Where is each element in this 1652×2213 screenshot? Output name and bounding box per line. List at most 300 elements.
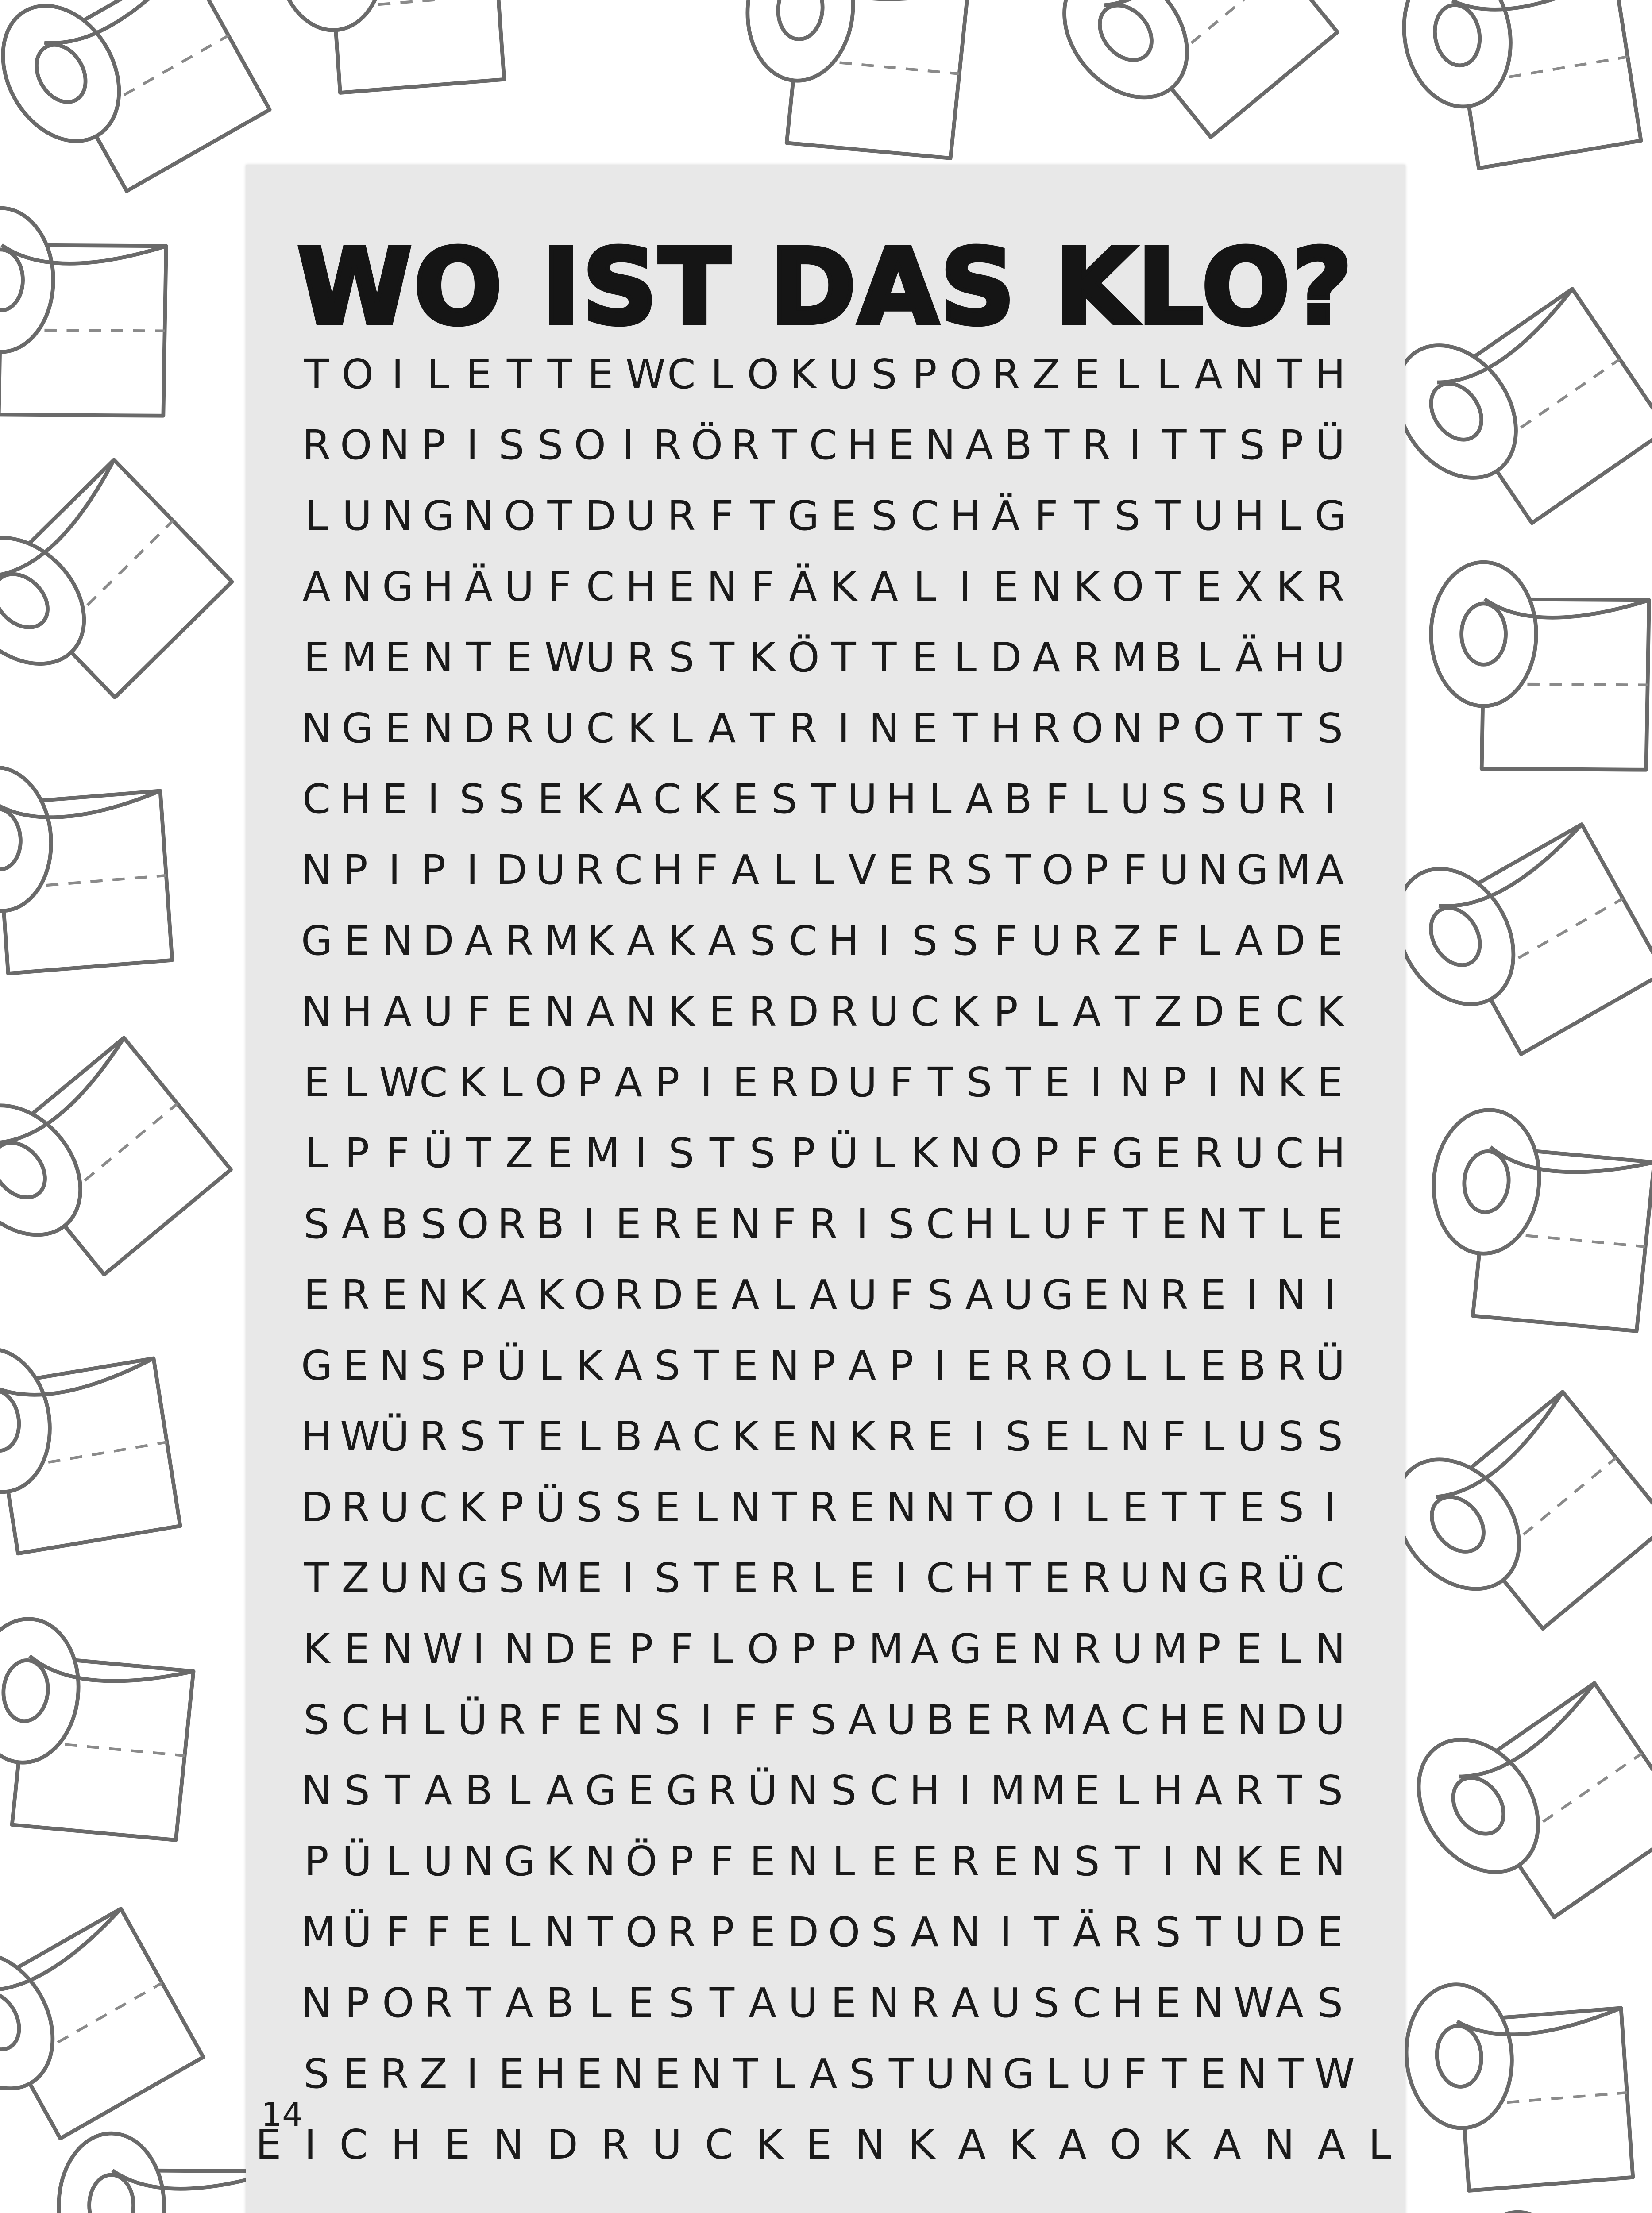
grid-letter: Ö <box>691 421 723 469</box>
grid-letter: I <box>388 846 401 894</box>
grid-row <box>274 906 1372 976</box>
grid-letter: S <box>498 421 525 469</box>
grid-letter: T <box>694 1554 719 1602</box>
grid-letter: T <box>1115 988 1140 1035</box>
grid-letter: N <box>382 1625 413 1673</box>
grid-letter: O <box>747 351 779 398</box>
grid-letter: I <box>1090 1059 1102 1106</box>
grid-letter: E <box>1074 351 1100 398</box>
grid-letter: Ü <box>342 1838 372 1885</box>
grid-letter: N <box>1264 2121 1295 2168</box>
grid-letter: R <box>575 846 604 894</box>
grid-row <box>274 1330 1372 1401</box>
grid-letter: U <box>1315 634 1345 681</box>
grid-letter: T <box>872 634 897 681</box>
grid-letter: R <box>505 917 533 964</box>
grid-letter: E <box>344 917 370 964</box>
grid-letter: G <box>787 492 819 540</box>
grid-letter: D <box>463 705 495 752</box>
grid-letter: Z <box>505 1130 533 1177</box>
grid-letter: E <box>498 2050 525 2097</box>
grid-letter: W <box>1314 2050 1355 2097</box>
grid-letter: N <box>301 846 332 894</box>
grid-letter: N <box>868 1979 899 2027</box>
grid-letter: Ü <box>1276 1554 1306 1602</box>
grid-letter: A <box>1275 1979 1304 2027</box>
grid-letter: K <box>830 563 857 610</box>
grid-letter: A <box>749 1979 776 2027</box>
grid-letter: C <box>910 988 939 1035</box>
grid-letter: I <box>583 1200 595 1248</box>
toilet-paper-roll-icon <box>0 734 214 1014</box>
grid-letter: C <box>692 1413 721 1460</box>
grid-letter: N <box>1031 1625 1062 1673</box>
grid-letter: R <box>951 1838 980 1885</box>
grid-letter: E <box>830 492 857 540</box>
grid-letter: L <box>773 846 796 894</box>
grid-letter: F <box>467 988 490 1035</box>
toilet-paper-roll-icon <box>0 1019 250 1315</box>
grid-letter: Ü <box>496 1342 526 1389</box>
grid-letter: T <box>1034 1908 1059 1956</box>
grid-letter: R <box>302 421 331 469</box>
grid-letter: E <box>1074 1767 1100 1814</box>
grid-letter: N <box>418 1271 449 1319</box>
grid-letter: S <box>1317 1413 1343 1460</box>
grid-letter: G <box>950 1625 981 1673</box>
grid-letter: G <box>422 492 455 540</box>
grid-letter: T <box>1277 1767 1302 1814</box>
grid-letter: E <box>871 1838 897 1885</box>
grid-letter: E <box>693 1200 719 1248</box>
grid-letter: N <box>1193 1979 1224 2027</box>
grid-letter: E <box>255 2121 282 2168</box>
grid-letter: R <box>1277 1342 1305 1389</box>
grid-letter: E <box>587 1625 614 1673</box>
grid-letter: U <box>869 988 899 1035</box>
grid-letter: N <box>886 1484 917 1531</box>
grid-letter: N <box>493 2121 524 2168</box>
grid-letter: W <box>1233 1979 1274 2027</box>
grid-letter: I <box>1129 421 1141 469</box>
grid-letter: E <box>668 563 695 610</box>
grid-letter: I <box>391 351 404 398</box>
grid-letter: A <box>424 1767 452 1814</box>
grid-letter: E <box>1155 1979 1181 2027</box>
grid-letter: A <box>505 1979 533 2027</box>
grid-letter: O <box>950 351 982 398</box>
grid-row <box>274 481 1372 551</box>
grid-letter: D <box>496 846 528 894</box>
grid-letter: K <box>459 1059 486 1106</box>
grid-letter: E <box>382 775 408 823</box>
grid-letter: T <box>466 1130 491 1177</box>
grid-letter: P <box>811 1342 836 1389</box>
grid-letter: E <box>1200 1342 1226 1389</box>
grid-letter: L <box>812 1554 835 1602</box>
grid-row <box>274 622 1372 693</box>
grid-letter: A <box>464 917 493 964</box>
grid-letter: O <box>574 421 606 469</box>
grid-letter: H <box>1112 1979 1143 2027</box>
grid-letter: T <box>547 492 572 540</box>
grid-letter: T <box>547 351 572 398</box>
grid-row <box>274 1472 1372 1543</box>
grid-letter: S <box>871 351 897 398</box>
grid-letter: N <box>808 1413 839 1460</box>
grid-letter: L <box>710 351 733 398</box>
grid-letter: Ä <box>1073 1908 1101 1956</box>
grid-letter: U <box>1031 917 1061 964</box>
grid-letter: U <box>829 351 859 398</box>
grid-letter: Z <box>419 2050 448 2097</box>
grid-letter: S <box>668 1979 695 2027</box>
grid-letter: I <box>466 421 479 469</box>
grid-letter: A <box>965 1271 993 1319</box>
grid-letter: F <box>994 917 1018 964</box>
grid-letter: Ü <box>423 1130 453 1177</box>
grid-letter: A <box>1235 917 1263 964</box>
toilet-paper-roll-icon <box>1026 0 1357 177</box>
grid-letter: L <box>1201 1413 1225 1460</box>
grid-letter: R <box>505 705 533 752</box>
grid-letter: G <box>585 1767 617 1814</box>
grid-letter: A <box>497 1271 525 1319</box>
grid-letter: R <box>789 705 818 752</box>
grid-letter: E <box>749 1838 776 1885</box>
grid-letter: L <box>1085 1484 1108 1531</box>
grid-letter: T <box>1236 705 1262 752</box>
grid-letter: R <box>1004 1696 1033 1743</box>
grid-letter: K <box>668 988 695 1035</box>
grid-letter: C <box>789 917 818 964</box>
grid-letter: U <box>1081 2050 1111 2097</box>
grid-letter: F <box>548 563 572 610</box>
grid-letter: P <box>1084 846 1108 894</box>
grid-letter: H <box>990 705 1021 752</box>
grid-letter: T <box>709 1979 735 2027</box>
grid-letter: O <box>1081 1342 1113 1389</box>
grid-letter: A <box>809 2050 838 2097</box>
grid-letter: N <box>730 1484 761 1531</box>
grid-letter: E <box>576 2050 602 2097</box>
grid-letter: T <box>733 2050 758 2097</box>
page-title: WO IST DAS KLO? <box>297 227 1354 348</box>
grid-letter: C <box>1275 1130 1304 1177</box>
word-search-grid <box>255 339 1391 2180</box>
grid-letter: P <box>421 846 446 894</box>
grid-letter: H <box>1152 1767 1184 1814</box>
grid-letter: I <box>635 1130 647 1177</box>
grid-letter: H <box>1315 351 1346 398</box>
grid-letter: D <box>546 2121 578 2168</box>
grid-letter: C <box>870 1767 899 1814</box>
grid-letter: U <box>1003 1271 1033 1319</box>
grid-letter: U <box>1315 1696 1345 1743</box>
grid-letter: N <box>504 1625 535 1673</box>
grid-letter: D <box>652 1271 683 1319</box>
grid-letter: D <box>585 492 616 540</box>
grid-letter: S <box>576 1484 602 1531</box>
grid-letter: N <box>463 492 494 540</box>
grid-letter: E <box>966 1696 992 1743</box>
grid-letter: G <box>341 705 373 752</box>
grid-letter: F <box>695 846 718 894</box>
grid-letter: N <box>301 705 332 752</box>
grid-letter: E <box>1239 1484 1265 1531</box>
grid-letter: P <box>460 1342 485 1389</box>
grid-row <box>274 1189 1372 1260</box>
grid-letter: U <box>544 705 575 752</box>
grid-letter: E <box>382 1271 408 1319</box>
grid-letter: L <box>1007 1200 1030 1248</box>
grid-letter: U <box>1112 1625 1143 1673</box>
grid-letter: E <box>888 421 914 469</box>
grid-letter: M <box>535 1554 570 1602</box>
grid-letter: R <box>748 988 777 1035</box>
grid-letter: N <box>1158 1554 1189 1602</box>
grid-letter: G <box>1314 492 1347 540</box>
grid-letter: M <box>1112 634 1147 681</box>
grid-letter: N <box>544 1908 575 1956</box>
grid-letter: T <box>466 634 491 681</box>
grid-letter: I <box>1207 1059 1219 1106</box>
grid-letter: R <box>653 1200 682 1248</box>
grid-letter: C <box>419 1059 448 1106</box>
grid-letter: A <box>1082 1696 1110 1743</box>
grid-letter: E <box>303 1271 330 1319</box>
grid-letter: R <box>1073 917 1101 964</box>
grid-letter: Ä <box>1235 634 1263 681</box>
grid-letter: N <box>1237 1696 1267 1743</box>
grid-letter: T <box>499 1413 524 1460</box>
grid-letter: I <box>973 1413 985 1460</box>
grid-letter: S <box>498 1554 525 1602</box>
grid-letter: T <box>385 1767 410 1814</box>
grid-letter: P <box>343 846 368 894</box>
grid-letter: R <box>809 1200 838 1248</box>
grid-letter: N <box>691 2050 722 2097</box>
grid-letter: D <box>787 988 819 1035</box>
grid-letter: H <box>950 492 981 540</box>
grid-letter: D <box>1275 1696 1307 1743</box>
grid-letter: G <box>301 1342 333 1389</box>
grid-letter: G <box>1197 1554 1229 1602</box>
grid-letter: A <box>848 1696 876 1743</box>
grid-letter: Ü <box>457 1696 487 1743</box>
grid-letter: R <box>1235 1767 1263 1814</box>
grid-letter: E <box>1317 1200 1343 1248</box>
grid-letter: E <box>993 1838 1019 1885</box>
grid-letter: N <box>379 1342 410 1389</box>
grid-letter: Ü <box>379 1413 409 1460</box>
grid-letter: O <box>574 1271 606 1319</box>
grid-letter: T <box>1162 2050 1187 2097</box>
grid-letter: I <box>622 421 635 469</box>
grid-letter: C <box>1275 988 1304 1035</box>
grid-letter: M <box>585 1130 620 1177</box>
grid-letter: T <box>1155 563 1181 610</box>
grid-letter: E <box>911 634 938 681</box>
grid-letter: C <box>586 563 615 610</box>
grid-letter: S <box>1155 1908 1181 1956</box>
grid-letter: O <box>457 1200 489 1248</box>
grid-letter: T <box>709 1130 735 1177</box>
grid-letter: H <box>847 421 878 469</box>
grid-letter: R <box>829 988 858 1035</box>
grid-row <box>274 1614 1372 1685</box>
grid-letter: L <box>1035 988 1058 1035</box>
grid-letter: O <box>1042 846 1074 894</box>
grid-letter: R <box>1073 1625 1101 1673</box>
grid-letter: R <box>1277 775 1305 823</box>
grid-letter: N <box>1315 1625 1346 1673</box>
grid-letter: S <box>966 846 992 894</box>
grid-letter: M <box>868 1625 904 1673</box>
grid-letter: P <box>499 1484 524 1531</box>
grid-row <box>274 1118 1372 1189</box>
grid-letter: U <box>1234 1908 1264 1956</box>
grid-letter: L <box>1278 1625 1301 1673</box>
grid-letter: N <box>925 1484 956 1531</box>
grid-letter: F <box>669 1625 693 1673</box>
grid-letter: E <box>1044 1413 1070 1460</box>
grid-letter: T <box>466 1979 491 2027</box>
grid-letter: A <box>341 1200 370 1248</box>
grid-letter: F <box>538 1696 562 1743</box>
grid-letter: A <box>911 1908 939 1956</box>
toilet-paper-roll-icon <box>226 0 545 133</box>
grid-letter: S <box>303 1696 330 1743</box>
grid-letter: E <box>806 2121 832 2168</box>
grid-letter: Ä <box>992 492 1020 540</box>
grid-letter: N <box>544 988 575 1035</box>
toilet-paper-roll-icon <box>1367 815 1652 1075</box>
grid-letter: L <box>1368 2121 1391 2168</box>
grid-letter: C <box>419 1484 448 1531</box>
grid-letter: T <box>1278 2050 1304 2097</box>
grid-letter: W <box>340 1413 381 1460</box>
grid-letter: P <box>1034 1130 1059 1177</box>
grid-letter: L <box>427 351 450 398</box>
grid-letter: G <box>1042 1271 1073 1319</box>
grid-row <box>274 1968 1372 2039</box>
grid-letter: U <box>652 2121 682 2168</box>
grid-letter: L <box>1085 1413 1108 1460</box>
grid-letter: I <box>856 1200 868 1248</box>
grid-letter: K <box>849 1413 876 1460</box>
grid-letter: C <box>926 1200 955 1248</box>
grid-letter: U <box>1042 1200 1072 1248</box>
grid-letter: E <box>537 1413 564 1460</box>
grid-letter: L <box>812 846 835 894</box>
grid-letter: Ä <box>464 563 493 610</box>
grid-letter: E <box>385 634 411 681</box>
grid-letter: F <box>1075 1130 1099 1177</box>
grid-letter: K <box>459 1484 486 1531</box>
grid-letter: H <box>340 775 371 823</box>
grid-letter: S <box>911 917 938 964</box>
grid-letter: E <box>444 2121 471 2168</box>
grid-letter: R <box>667 1908 696 1956</box>
grid-letter: P <box>1196 1625 1221 1673</box>
grid-letter: N <box>1119 1271 1150 1319</box>
grid-letter: R <box>1082 421 1111 469</box>
grid-letter: N <box>625 988 656 1035</box>
grid-letter: C <box>653 775 682 823</box>
grid-row <box>274 410 1372 481</box>
grid-letter: T <box>304 351 329 398</box>
grid-letter: S <box>927 1271 953 1319</box>
grid-letter: N <box>301 1767 332 1814</box>
grid-letter: R <box>419 1413 448 1460</box>
grid-letter: R <box>1032 705 1061 752</box>
grid-letter: E <box>466 351 492 398</box>
grid-letter: E <box>576 1696 602 1743</box>
grid-letter: S <box>420 1200 447 1248</box>
grid-letter: E <box>830 1979 857 2027</box>
grid-letter: B <box>1238 1342 1266 1389</box>
grid-letter: F <box>426 1908 450 1956</box>
grid-letter: N <box>613 1696 644 1743</box>
grid-letter: F <box>1162 1413 1186 1460</box>
grid-letter: N <box>769 1342 800 1389</box>
grid-letter: P <box>710 1908 734 1956</box>
grid-letter: K <box>1235 1838 1262 1885</box>
grid-letter: A <box>731 846 760 894</box>
grid-letter: U <box>342 492 372 540</box>
grid-letter: E <box>1236 988 1262 1035</box>
grid-letter: K <box>1163 2121 1190 2168</box>
grid-letter: T <box>1162 1484 1187 1531</box>
grid-letter: E <box>927 1413 953 1460</box>
grid-row <box>274 976 1372 1047</box>
grid-letter: H <box>301 1413 332 1460</box>
grid-letter: R <box>341 1484 370 1531</box>
grid-letter: L <box>305 492 328 540</box>
grid-letter: C <box>339 2121 368 2168</box>
grid-letter: E <box>654 2050 680 2097</box>
grid-letter: S <box>1200 775 1226 823</box>
grid-letter: L <box>773 2050 796 2097</box>
grid-letter: R <box>731 421 760 469</box>
grid-letter: P <box>791 1130 815 1177</box>
grid-letter: I <box>466 846 479 894</box>
grid-letter: I <box>1246 1271 1258 1319</box>
grid-letter: E <box>1083 1271 1109 1319</box>
grid-letter: E <box>303 634 330 681</box>
grid-row <box>274 1755 1372 1826</box>
grid-letter: C <box>586 705 615 752</box>
grid-letter: H <box>342 988 373 1035</box>
grid-letter: T <box>709 634 735 681</box>
grid-letter: A <box>546 1767 574 1814</box>
grid-letter: P <box>421 421 446 469</box>
grid-letter: Z <box>1113 917 1142 964</box>
grid-letter: U <box>1234 1130 1264 1177</box>
grid-letter: T <box>1277 705 1302 752</box>
grid-letter: Ä <box>789 563 817 610</box>
grid-letter: L <box>1156 351 1180 398</box>
grid-letter: S <box>498 775 525 823</box>
grid-letter: N <box>1112 705 1143 752</box>
grid-letter: B <box>926 1696 954 1743</box>
grid-letter: H <box>1158 1696 1189 1743</box>
grid-letter: R <box>341 1271 370 1319</box>
grid-letter: Z <box>1032 351 1061 398</box>
grid-letter: L <box>1197 917 1220 964</box>
grid-letter: C <box>926 1554 955 1602</box>
